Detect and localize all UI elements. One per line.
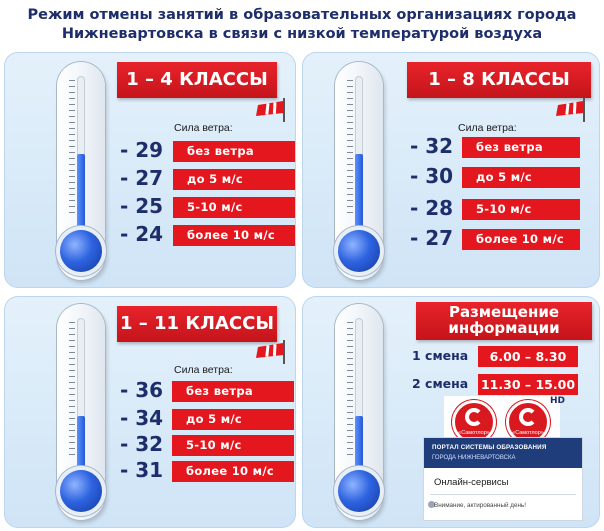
page-title [0, 6, 604, 44]
temp-row [120, 196, 296, 220]
banner-info [416, 302, 592, 340]
temp-value: - 25 [120, 194, 164, 218]
wind-condition: без ветра [462, 137, 580, 158]
thermometer-icon [330, 304, 388, 524]
temp-row [120, 434, 296, 458]
temp-row [120, 168, 296, 192]
panel-grades-1-11 [4, 296, 296, 528]
panel-grades-1-4 [4, 52, 296, 288]
portal-header [424, 438, 582, 468]
banner-grades: 1 – 8 КЛАССЫ [407, 62, 591, 98]
temp-value: - 32 [120, 432, 164, 456]
portal-services-link[interactable]: Онлайн-сервисы [434, 477, 509, 488]
panel-grades-1-8 [302, 52, 600, 288]
temp-value: - 31 [120, 458, 164, 482]
temp-value: - 27 [120, 166, 164, 190]
temp-row [120, 140, 296, 164]
logo-text: «Самотлор» [512, 430, 544, 436]
thermometer-icon [52, 62, 110, 284]
portal-title: ПОРТАЛ СИСТЕМЫ ОБРАЗОВАНИЯ [432, 444, 547, 451]
portal-note: Внимание, актированный день! [434, 502, 526, 509]
wind-condition: до 5 м/с [173, 169, 295, 190]
temp-value: - 28 [410, 196, 454, 220]
temp-row [410, 166, 596, 190]
wind-condition: до 5 м/с [172, 409, 294, 430]
temp-row [120, 380, 296, 404]
shift-time: 11.30 – 15.00 [478, 374, 578, 395]
temp-row [410, 198, 596, 222]
temp-value: - 30 [410, 164, 454, 188]
shift-time: 6.00 – 8.30 [478, 346, 578, 367]
windsock-icon [248, 96, 288, 124]
wind-condition: без ветра [173, 141, 295, 162]
wind-condition: более 10 м/с [172, 461, 294, 482]
wind-condition: до 5 м/с [462, 167, 580, 188]
shift-label: 2 смена [412, 376, 469, 391]
thermometer-icon [330, 62, 388, 284]
temp-row [410, 136, 596, 160]
wind-label: Сила ветра: [174, 364, 233, 376]
title-line-1: Режим отмены занятий в образовательных организациях города [27, 7, 577, 23]
banner-grades: 1 – 11 КЛАССЫ [117, 306, 277, 342]
temp-value: - 27 [410, 226, 454, 250]
thermometer-icon [52, 304, 110, 524]
education-portal-card[interactable] [424, 438, 582, 520]
banner-grades: 1 – 4 КЛАССЫ [117, 62, 277, 98]
wind-condition: без ветра [172, 381, 294, 402]
temp-value: - 36 [120, 378, 164, 402]
title-line-2: Нижневартовска в связи с низкой температурой воздуха [61, 26, 543, 42]
shift-label: 1 смена [412, 348, 469, 363]
wind-label: Сила ветра: [174, 122, 233, 134]
windsock-icon [548, 96, 588, 124]
wind-condition: более 10 м/с [173, 225, 295, 246]
temp-row [120, 224, 296, 248]
temp-value: - 24 [120, 222, 164, 246]
temp-row [410, 228, 596, 252]
banner-info-line-1: Размещение [448, 303, 560, 321]
temp-value: - 29 [120, 138, 164, 162]
wind-condition: 5-10 м/с [462, 199, 580, 220]
temp-value: - 32 [410, 134, 454, 158]
logo-text: «Самотлор» [458, 430, 490, 436]
wind-condition: 5-10 м/с [172, 435, 294, 456]
wind-condition: более 10 м/с [462, 229, 580, 250]
temp-row [120, 408, 296, 432]
windsock-icon [248, 338, 288, 366]
hd-label: HD [550, 396, 566, 406]
temp-row [120, 460, 296, 484]
wind-label: Сила ветра: [458, 122, 517, 134]
wind-condition: 5-10 м/с [173, 197, 295, 218]
divider [430, 494, 576, 495]
portal-city: ГОРОДА НИЖНЕВАРТОВСКА [432, 455, 516, 461]
temp-value: - 34 [120, 406, 164, 430]
banner-info-line-2: информации [448, 319, 560, 337]
